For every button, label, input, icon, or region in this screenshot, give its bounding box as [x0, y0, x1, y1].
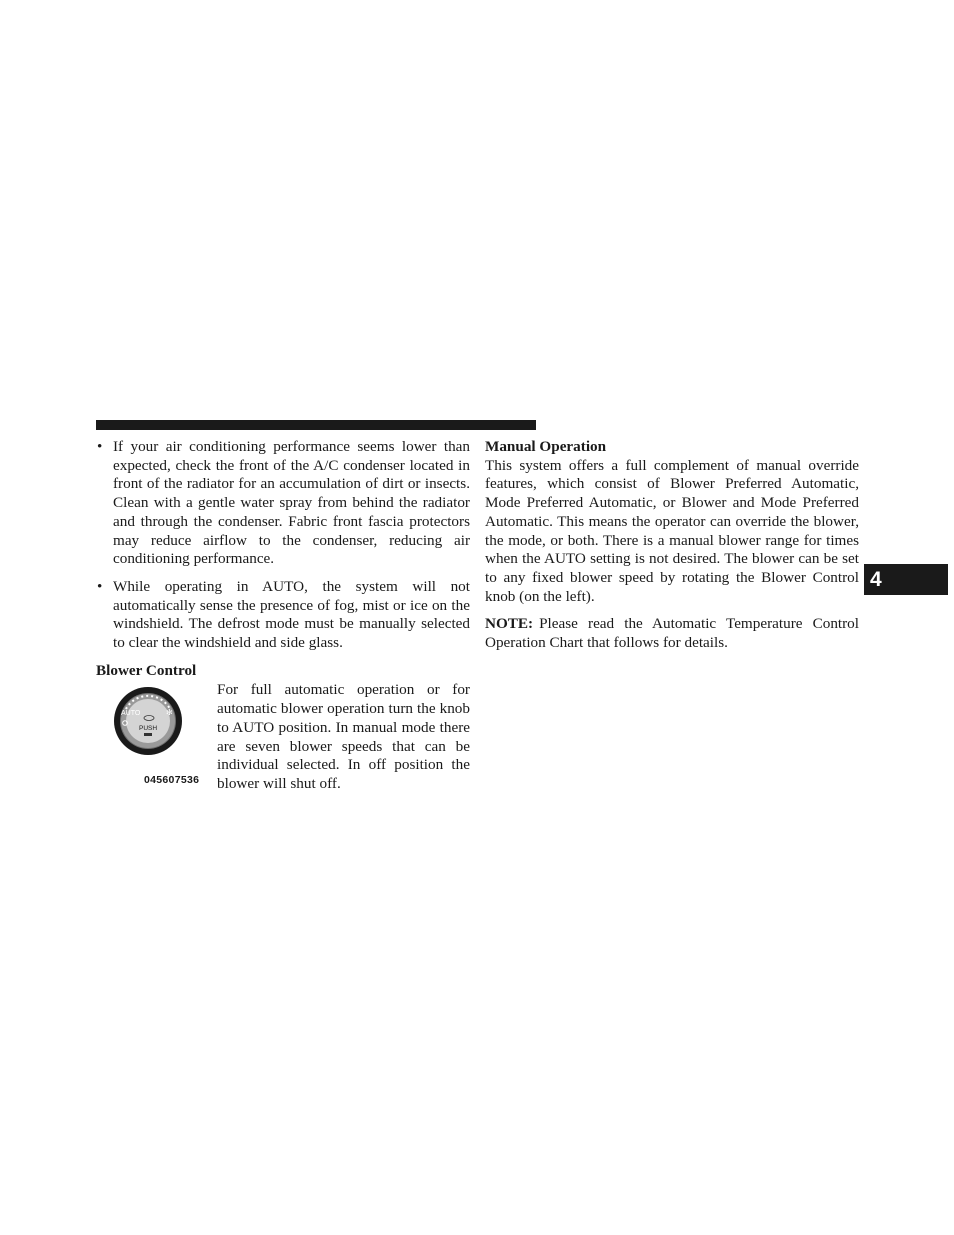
knob-auto-label: AUTO — [121, 710, 141, 718]
left-column — [96, 438, 470, 801]
right-column — [485, 438, 859, 653]
bullet-item — [96, 578, 470, 653]
figure-id: 045607536 — [144, 774, 200, 787]
blower-control-section — [96, 681, 470, 801]
knob-push-label: PUSH — [139, 725, 158, 733]
manual-operation-text: This system offers a full complement of manual override features, which consist of Blower Preferred Automatic, Mode Preferred Automatic, or Blower and Mode Preferred Automatic. This means the operator can override the blower, the mode, or both. There is a manual blower range for times when the AUTO setting is not desired. The blower can be set to any fixed blower speed by rotating the Blower Control knob (on the left). — [485, 456, 859, 605]
section-top-rule — [96, 420, 536, 430]
bullet-dot: • — [97, 438, 103, 455]
bullet-dot: • — [97, 577, 103, 595]
note-label: NOTE: — [485, 615, 534, 633]
blower-control-text: For full automatic operation or for automatic blower operation turn the knob to AUTO position. In manual mode there are seven blower speeds that can be individual selected. In off position the blower will shut off. — [217, 681, 470, 792]
bullet-item — [96, 438, 470, 569]
blower-knob-figure — [96, 681, 210, 793]
fan-icon: ✻ — [166, 708, 173, 718]
note-text: Please read the Automatic Temperature Control Operation Chart that follows for details. — [485, 615, 859, 652]
manual-operation-heading: Manual Operation — [485, 438, 607, 455]
bullet-text: While operating in AUTO, the system will not automatically sense the presence of fog, mist or ice on the windshield. The defrost mode must be manually selected to clear the windshield and side glass. — [113, 577, 470, 652]
bullet-text: If your air conditioning performance seems lower than expected, check the front of the A/C condenser located in front of the radiator for an accumulation of dirt or insects. Clean with a gentle water spray from behind the radiator and through the condenser. Fabric front fascia protectors may reduce airflow to the condenser, reducing air conditioning performance. — [113, 438, 470, 568]
blower-knob-icon — [112, 685, 184, 757]
chapter-tab: 4 — [864, 564, 948, 595]
bullet-list — [96, 438, 470, 653]
blower-control-heading: Blower Control — [96, 661, 197, 679]
note-paragraph — [485, 615, 859, 652]
